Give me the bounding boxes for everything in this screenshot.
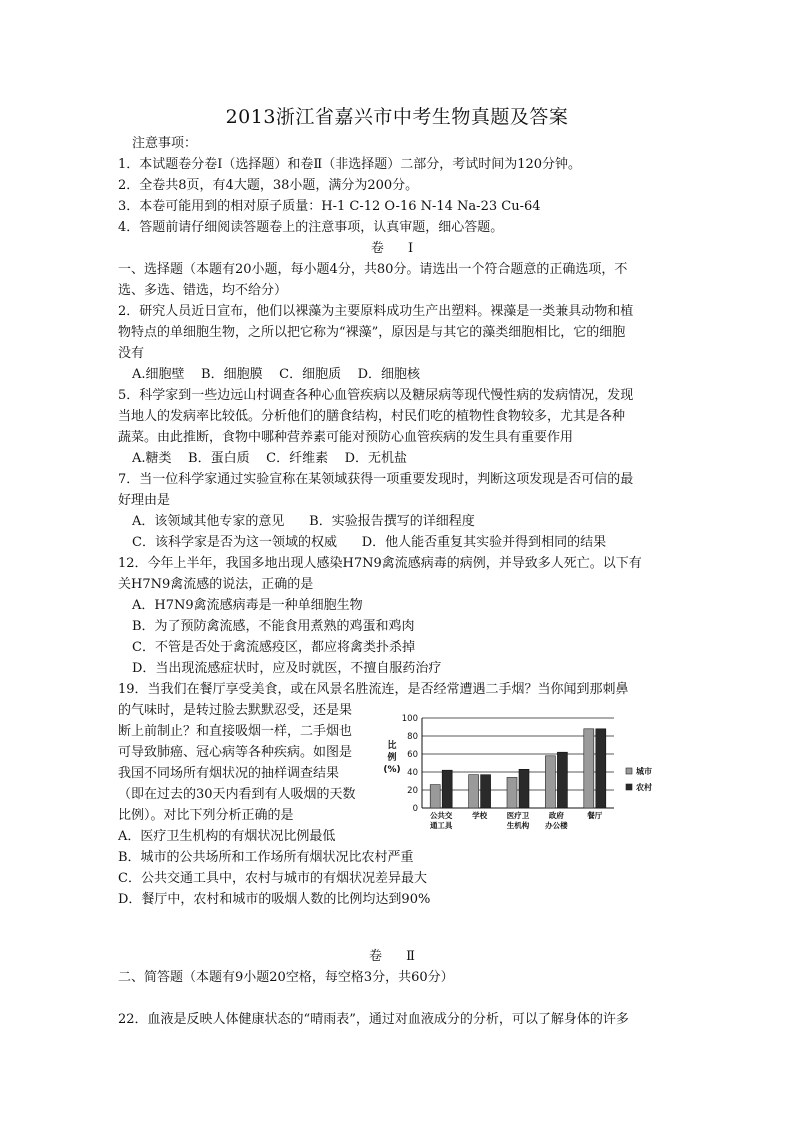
q7-option-ab: A．该领域其他专家的意见 B．实验报告撰写的详细程度 xyxy=(132,514,475,529)
q2-line: 物特点的单细胞生物，之所以把它称为“裸藻”，原因是与其它的藻类细胞相比，它的细胞 xyxy=(118,325,626,340)
q12-option-c: C．不管是否处于禽流感疫区，都应将禽类扑杀掉 xyxy=(132,640,415,655)
q22-line: 22．血液是反映人体健康状态的“晴雨表”，通过对血液成分的分析，可以了解身体的许多 xyxy=(118,1012,629,1027)
bar-city xyxy=(469,775,479,808)
q12-option-a: A．H7N9禽流感病毒是一种单细胞生物 xyxy=(132,598,363,613)
legend-swatch xyxy=(626,768,632,774)
x-tick-label: 学校 xyxy=(472,811,488,820)
bar-city xyxy=(507,777,517,808)
q19-line: （即在过去的30天内看到有人吸烟的天数 xyxy=(118,787,356,802)
q12-option-d: D．当出现流感症状时，应及时就医，不擅自服药治疗 xyxy=(132,661,442,676)
section-2-title: 卷 Ⅱ xyxy=(369,949,425,964)
bar-rural xyxy=(557,752,567,808)
x-tick-label: 办公楼 xyxy=(545,821,568,830)
q7-line: 好理由是 xyxy=(118,493,171,508)
x-tick-label: 医疗卫 xyxy=(506,811,530,820)
x-tick-label: 通工具 xyxy=(429,821,453,830)
notice-heading: 注意事项： xyxy=(132,136,198,151)
q19-option-c: C．公共交通工具中，农村与城市的有烟状况差异最大 xyxy=(118,871,427,886)
part2-heading: 二、简答题（本题有9小题20空格，每空格3分，共60分） xyxy=(118,970,454,985)
notice-1: 1．本试题卷分卷Ⅰ（选择题）和卷Ⅱ（非选择题）二部分，考试时间为120分钟。 xyxy=(118,157,582,172)
q19-option-d: D．餐厅中，农村和城市的吸烟人数的比例均达到90% xyxy=(118,892,431,907)
y-tick-label: 0 xyxy=(412,804,418,814)
bar-rural xyxy=(596,729,606,808)
x-tick-label: 餐厅 xyxy=(587,811,603,820)
legend-swatch xyxy=(626,784,632,790)
q19-option-a: A．医疗卫生机构的有烟状况比例最低 xyxy=(118,829,336,844)
q5-line: 5．科学家到一些边远山村调查各种心血管疾病以及糖尿病等现代慢性病的发病情况，发现 xyxy=(118,388,634,403)
y-axis-label: (%) xyxy=(383,765,401,775)
legend-label: 农村 xyxy=(636,783,652,792)
legend-label: 城市 xyxy=(636,767,652,776)
q19-line: 断上前制止？和直接吸烟一样，二手烟也 xyxy=(118,724,353,739)
bar-city xyxy=(584,729,594,808)
q5-options: A.糖类 B．蛋白质 C．纤维素 D．无机盐 xyxy=(132,451,408,466)
q2-line: 2．研究人员近日宣布，他们以裸藻为主要原料成功生产出塑料。裸藻是一类兼具动物和植 xyxy=(118,304,634,319)
part1-instructions-line1: 一、选择题（本题有20小题，每小题4分，共80分。请选出一个符合题意的正确选项，不 xyxy=(118,262,628,277)
bar-city xyxy=(430,785,440,808)
q19-line: 的气味时，是转过脸去默默忍受，还是果 xyxy=(118,703,353,718)
section-1-title: 卷 I xyxy=(370,241,424,256)
y-axis-label: 例 xyxy=(387,753,397,763)
smoking-survey-bar-chart xyxy=(378,708,708,836)
y-axis-label: 比 xyxy=(387,741,397,751)
q19-option-b: B．城市的公共场所和工作场所有烟状况比农村严重 xyxy=(118,850,414,865)
y-tick-label: 100 xyxy=(401,714,418,724)
x-tick-label: 公共交 xyxy=(429,811,453,820)
q19-line: 可导致肺癌、冠心病等各种疾病。如图是 xyxy=(118,745,353,760)
y-tick-label: 60 xyxy=(407,750,418,760)
q7-option-cd: C．该科学家是否为这一领域的权威 D．他人能否重复其实验并得到相同的结果 xyxy=(132,535,607,550)
q19-line: 19．当我们在餐厅享受美食，或在风景名胜流连，是否经常遭遇二手烟？当你闻到那刺鼻 xyxy=(118,682,629,697)
bar-rural xyxy=(481,775,491,808)
q2-line: 没有 xyxy=(118,346,145,361)
bar-city xyxy=(545,756,555,808)
q12-line: 12．今年上半年，我国多地出现人感染H7N9禽流感病毒的病例，并导致多人死亡。以下有 xyxy=(118,556,642,571)
y-tick-label: 20 xyxy=(407,786,418,796)
notice-3: 3．本卷可能用到的相对原子质量：H-1 C-12 O-16 N-14 Na-23 Cu-64 xyxy=(118,199,541,214)
q5-line: 当地人的发病率比较低。分析他们的膳食结构，村民们吃的植物性食物较多，尤其是各种 xyxy=(118,409,626,424)
q12-option-b: B．为了预防禽流感，不能食用煮熟的鸡蛋和鸡肉 xyxy=(132,619,415,634)
notice-2: 2．全卷共8页，有4大题，38小题，满分为200分。 xyxy=(118,178,419,193)
bar-rural xyxy=(519,769,529,808)
x-tick-label: 政府 xyxy=(548,811,564,820)
bar-rural xyxy=(442,770,452,808)
q19-line: 比例）。对比下列分析正确的是 xyxy=(118,808,294,823)
y-tick-label: 40 xyxy=(407,768,418,778)
page-title: 2013浙江省嘉兴市中考生物真题及答案 xyxy=(225,106,569,128)
part1-instructions-line2: 选、多选、错选，均不给分） xyxy=(118,283,288,298)
x-tick-label: 生机构 xyxy=(506,821,530,830)
q12-line: 关H7N9禽流感的说法，正确的是 xyxy=(118,577,314,592)
q7-line: 7．当一位科学家通过实验宣称在某领域获得一项重要发现时，判断这项发现是否可信的最 xyxy=(118,472,634,487)
q5-line: 蔬菜。由此推断，食物中哪种营养素可能对预防心血管疾病的发生具有重要作用 xyxy=(118,430,574,445)
q2-options: A.细胞壁 B．细胞膜 C．细胞质 D．细胞核 xyxy=(132,367,421,382)
y-tick-label: 80 xyxy=(407,732,418,742)
q19-line: 我国不同场所有烟状况的抽样调查结果 xyxy=(118,766,340,781)
notice-4: 4．答题前请仔细阅读答题卷上的注意事项，认真审题，细心答题。 xyxy=(118,220,504,235)
